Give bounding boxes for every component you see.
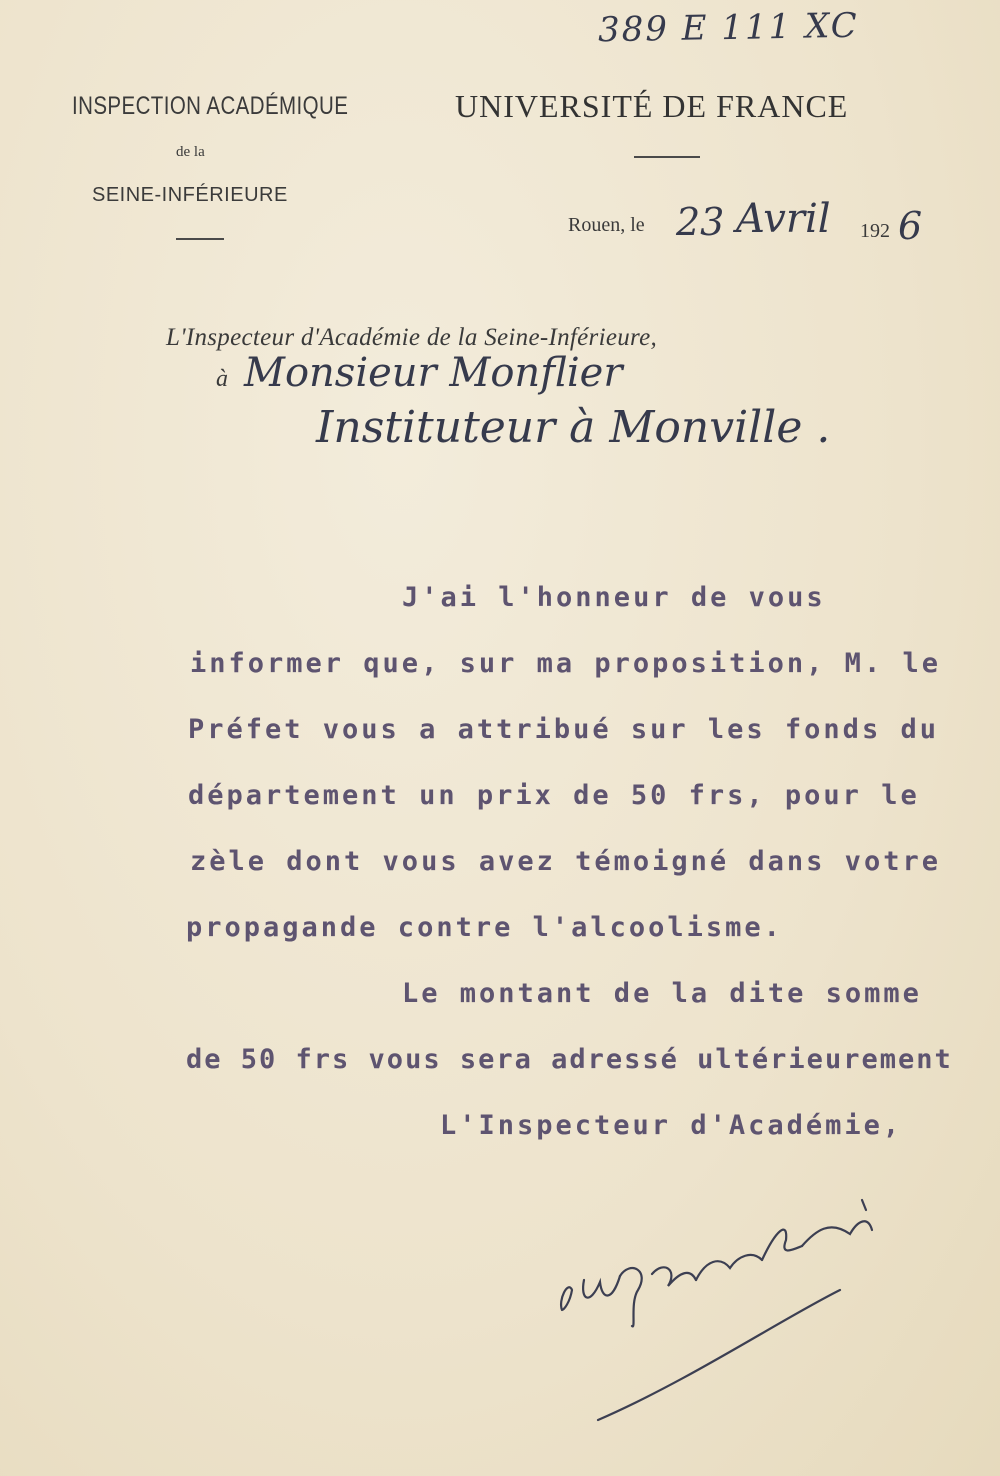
body-line: de 50 frs vous sera adressé ultérieurement bbox=[186, 1044, 953, 1075]
archive-reference: 389 E 111 XC bbox=[597, 5, 859, 51]
date-day-handwritten: 23 bbox=[676, 200, 725, 244]
letterhead-inspection: INSPECTION ACADÉMIQUE bbox=[72, 92, 349, 120]
date-year-prefix: 192 bbox=[860, 220, 890, 242]
sender-line: L'Inspecteur d'Académie de la Seine-Inférieure, bbox=[166, 324, 658, 351]
body-line: J'ai l'honneur de vous bbox=[402, 582, 826, 613]
letterhead-university: UNIVERSITÉ DE FRANCE bbox=[455, 88, 849, 124]
date-month-handwritten: Avril bbox=[736, 196, 831, 242]
letterhead-de-la: de la bbox=[176, 144, 205, 160]
letterhead-department: SEINE-INFÉRIEURE bbox=[92, 184, 288, 206]
body-line: zèle dont vous avez témoigné dans votre bbox=[190, 846, 941, 877]
body-line: Préfet vous a attribué sur les fonds du bbox=[188, 714, 939, 745]
letterhead-right-rule bbox=[634, 156, 700, 158]
body-line: informer que, sur ma proposition, M. le bbox=[190, 648, 941, 679]
date-place: Rouen, le bbox=[568, 214, 645, 236]
recipient-name-handwritten: Monsieur Monflier bbox=[244, 350, 623, 396]
closing-signature-title: L'Inspecteur d'Académie, bbox=[440, 1110, 903, 1141]
body-line: propagande contre l'alcoolisme. bbox=[186, 912, 783, 943]
date-year-handwritten: 6 bbox=[898, 204, 923, 248]
signature-drawing bbox=[540, 1190, 900, 1430]
body-line: Le montant de la dite somme bbox=[402, 978, 922, 1009]
body-line: département un prix de 50 frs, pour le bbox=[188, 780, 920, 811]
letterhead-left-rule bbox=[176, 238, 224, 240]
recipient-prefix: à bbox=[216, 366, 228, 392]
recipient-role-handwritten: Instituteur à Monville . bbox=[316, 402, 831, 453]
